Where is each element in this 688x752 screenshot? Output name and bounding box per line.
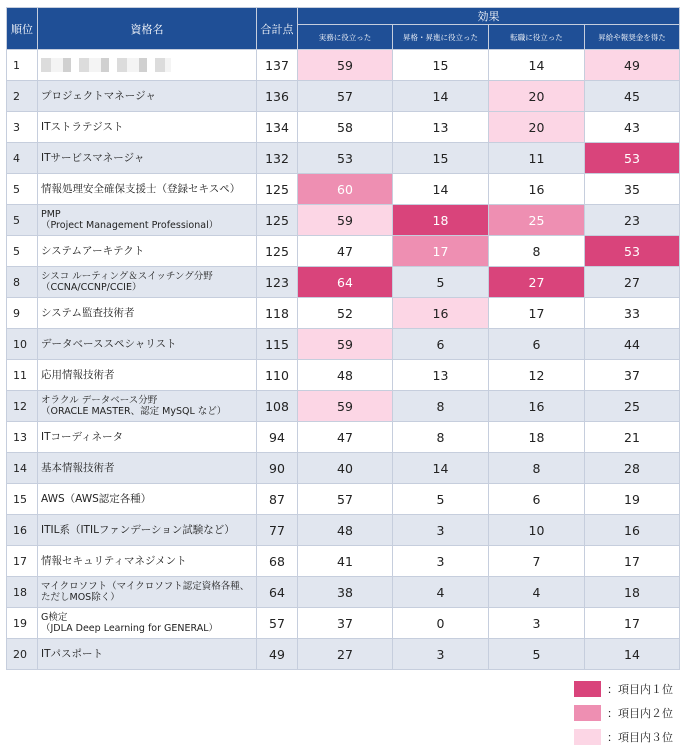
raise-cell: 18 — [585, 577, 680, 608]
redacted-name — [41, 58, 171, 72]
raise-cell: 23 — [585, 205, 680, 236]
legend-item — [574, 705, 673, 721]
practical-cell: 52 — [298, 298, 393, 329]
qualification-name-sub: （Project Management Professional） — [41, 220, 219, 231]
legend-swatch — [574, 729, 601, 745]
qualification-name-cell — [38, 298, 257, 329]
qualification-name: 情報処理安全確保支援士（登録セキスペ） — [41, 182, 241, 195]
raise-cell: 45 — [585, 81, 680, 112]
qualification-name: システム監査技術者 — [41, 306, 135, 319]
legend-label: ：項目内３位 — [607, 731, 673, 744]
qualification-name-cell — [38, 391, 257, 422]
rank-cell: 2 — [7, 81, 38, 112]
qualification-name: G検定 — [41, 611, 68, 623]
job-change-cell: 5 — [489, 639, 585, 670]
legend-swatch — [574, 705, 601, 721]
practical-cell: 57 — [298, 81, 393, 112]
promotion-cell: 18 — [393, 205, 489, 236]
qualification-ranking-table — [6, 7, 680, 670]
table-row — [7, 391, 680, 422]
total-cell: 68 — [257, 546, 298, 577]
promotion-cell: 6 — [393, 329, 489, 360]
total-cell: 136 — [257, 81, 298, 112]
qualification-name-cell — [38, 236, 257, 267]
qualification-name: ITパスポート — [41, 647, 104, 660]
legend-swatch — [574, 681, 601, 697]
practical-cell: 59 — [298, 50, 393, 81]
qualification-name: ITIL系（ITILファンデーション試験など） — [41, 523, 235, 536]
header-name: 資格名 — [38, 8, 257, 50]
raise-cell: 53 — [585, 143, 680, 174]
promotion-cell: 13 — [393, 360, 489, 391]
raise-cell: 27 — [585, 267, 680, 298]
qualification-name: オラクル データベース分野 — [41, 394, 158, 406]
header-rank: 順位 — [7, 8, 38, 50]
table-row — [7, 81, 680, 112]
legend-item — [574, 729, 673, 745]
table-row — [7, 174, 680, 205]
rank-cell: 4 — [7, 143, 38, 174]
table-row — [7, 639, 680, 670]
qualification-name: AWS（AWS認定各種） — [41, 492, 152, 505]
practical-cell: 38 — [298, 577, 393, 608]
raise-cell: 44 — [585, 329, 680, 360]
job-change-cell: 4 — [489, 577, 585, 608]
rank-cell: 5 — [7, 205, 38, 236]
qualification-name-sub: （CCNA/CCNP/CCIE） — [41, 282, 142, 293]
promotion-cell: 13 — [393, 112, 489, 143]
job-change-cell: 16 — [489, 391, 585, 422]
qualification-name-cell — [38, 143, 257, 174]
header-raise: 昇給や報奨金を得た — [585, 25, 680, 50]
qualification-name-cell — [38, 112, 257, 143]
rank-cell: 11 — [7, 360, 38, 391]
promotion-cell: 14 — [393, 81, 489, 112]
qualification-name-cell — [38, 608, 257, 639]
promotion-cell: 5 — [393, 484, 489, 515]
total-cell: 118 — [257, 298, 298, 329]
table-row — [7, 112, 680, 143]
qualification-name-cell — [38, 422, 257, 453]
raise-cell: 14 — [585, 639, 680, 670]
header-total: 合計点 — [257, 8, 298, 50]
raise-cell: 49 — [585, 50, 680, 81]
table-body — [7, 50, 680, 670]
raise-cell: 53 — [585, 236, 680, 267]
total-cell: 90 — [257, 453, 298, 484]
rank-cell: 17 — [7, 546, 38, 577]
table-row — [7, 329, 680, 360]
qualification-name-cell — [38, 50, 257, 81]
qualification-name-cell — [38, 174, 257, 205]
raise-cell: 16 — [585, 515, 680, 546]
legend-item — [574, 681, 673, 697]
rank-cell: 15 — [7, 484, 38, 515]
raise-cell: 28 — [585, 453, 680, 484]
promotion-cell: 4 — [393, 577, 489, 608]
table-row — [7, 236, 680, 267]
rank-cell: 3 — [7, 112, 38, 143]
promotion-cell: 0 — [393, 608, 489, 639]
total-cell: 132 — [257, 143, 298, 174]
header-promotion: 昇格・昇進に役立った — [393, 25, 489, 50]
raise-cell: 35 — [585, 174, 680, 205]
total-cell: 123 — [257, 267, 298, 298]
qualification-name: 応用情報技術者 — [41, 368, 115, 381]
practical-cell: 57 — [298, 484, 393, 515]
job-change-cell: 20 — [489, 112, 585, 143]
header-practical: 実務に役立った — [298, 25, 393, 50]
practical-cell: 53 — [298, 143, 393, 174]
job-change-cell: 6 — [489, 329, 585, 360]
qualification-name: データベーススペシャリスト — [41, 337, 177, 350]
promotion-cell: 8 — [393, 422, 489, 453]
qualification-name-cell — [38, 81, 257, 112]
raise-cell: 19 — [585, 484, 680, 515]
promotion-cell: 14 — [393, 453, 489, 484]
rank-cell: 14 — [7, 453, 38, 484]
qualification-name-cell — [38, 453, 257, 484]
raise-cell: 43 — [585, 112, 680, 143]
promotion-cell: 16 — [393, 298, 489, 329]
qualification-name: 情報セキュリティマネジメント — [41, 554, 187, 567]
raise-cell: 25 — [585, 391, 680, 422]
total-cell: 94 — [257, 422, 298, 453]
table-row — [7, 453, 680, 484]
rank-cell: 18 — [7, 577, 38, 608]
qualification-name-cell — [38, 515, 257, 546]
total-cell: 77 — [257, 515, 298, 546]
qualification-name-sub: （ORACLE MASTER、認定 MySQL など） — [41, 406, 227, 417]
total-cell: 49 — [257, 639, 298, 670]
total-cell: 87 — [257, 484, 298, 515]
promotion-cell: 15 — [393, 143, 489, 174]
qualification-name: PMP — [41, 208, 61, 220]
promotion-cell: 8 — [393, 391, 489, 422]
job-change-cell: 7 — [489, 546, 585, 577]
rank-cell: 8 — [7, 267, 38, 298]
promotion-cell: 17 — [393, 236, 489, 267]
table-row — [7, 143, 680, 174]
job-change-cell: 25 — [489, 205, 585, 236]
practical-cell: 59 — [298, 329, 393, 360]
table-row — [7, 515, 680, 546]
job-change-cell: 3 — [489, 608, 585, 639]
practical-cell: 47 — [298, 422, 393, 453]
promotion-cell: 14 — [393, 174, 489, 205]
job-change-cell: 12 — [489, 360, 585, 391]
total-cell: 115 — [257, 329, 298, 360]
total-cell: 64 — [257, 577, 298, 608]
rank-cell: 5 — [7, 174, 38, 205]
qualification-name-sub: （JDLA Deep Learning for GENERAL） — [41, 623, 219, 634]
job-change-cell: 17 — [489, 298, 585, 329]
raise-cell: 17 — [585, 608, 680, 639]
raise-cell: 37 — [585, 360, 680, 391]
rank-cell: 12 — [7, 391, 38, 422]
table-row — [7, 422, 680, 453]
legend-label: ：項目内１位 — [607, 683, 673, 696]
practical-cell: 64 — [298, 267, 393, 298]
practical-cell: 40 — [298, 453, 393, 484]
qualification-name: プロジェクトマネージャ — [41, 89, 156, 102]
total-cell: 108 — [257, 391, 298, 422]
qualification-name-sub: ただしMOS除く） — [41, 592, 120, 603]
qualification-name-cell — [38, 639, 257, 670]
job-change-cell: 11 — [489, 143, 585, 174]
table-row — [7, 484, 680, 515]
practical-cell: 48 — [298, 515, 393, 546]
rank-cell: 20 — [7, 639, 38, 670]
table-row — [7, 298, 680, 329]
practical-cell: 58 — [298, 112, 393, 143]
qualification-name-cell — [38, 577, 257, 608]
qualification-name: ITサービスマネージャ — [41, 151, 145, 164]
rank-cell: 1 — [7, 50, 38, 81]
promotion-cell: 15 — [393, 50, 489, 81]
job-change-cell: 18 — [489, 422, 585, 453]
header-effect: 効果 — [298, 8, 680, 25]
raise-cell: 17 — [585, 546, 680, 577]
job-change-cell: 8 — [489, 453, 585, 484]
table-row — [7, 205, 680, 236]
promotion-cell: 3 — [393, 639, 489, 670]
raise-cell: 33 — [585, 298, 680, 329]
practical-cell: 37 — [298, 608, 393, 639]
qualification-name: シスコ ルーティング＆スイッチング分野 — [41, 270, 213, 282]
rank-cell: 16 — [7, 515, 38, 546]
table-row — [7, 50, 680, 81]
job-change-cell: 8 — [489, 236, 585, 267]
qualification-name: 基本情報技術者 — [41, 461, 115, 474]
promotion-cell: 3 — [393, 546, 489, 577]
job-change-cell: 14 — [489, 50, 585, 81]
qualification-name-cell — [38, 484, 257, 515]
total-cell: 125 — [257, 236, 298, 267]
qualification-name: ITコーディネータ — [41, 430, 124, 443]
practical-cell: 27 — [298, 639, 393, 670]
practical-cell: 47 — [298, 236, 393, 267]
practical-cell: 59 — [298, 391, 393, 422]
rank-cell: 19 — [7, 608, 38, 639]
header-job-change: 転職に役立った — [489, 25, 585, 50]
total-cell: 57 — [257, 608, 298, 639]
total-cell: 110 — [257, 360, 298, 391]
rank-cell: 5 — [7, 236, 38, 267]
practical-cell: 41 — [298, 546, 393, 577]
job-change-cell: 6 — [489, 484, 585, 515]
rank-cell: 10 — [7, 329, 38, 360]
table-row — [7, 608, 680, 639]
total-cell: 134 — [257, 112, 298, 143]
rank-cell: 9 — [7, 298, 38, 329]
qualification-name: マイクロソフト（マイクロソフト認定資格各種、 — [41, 580, 250, 592]
qualification-name-cell — [38, 329, 257, 360]
table-row — [7, 577, 680, 608]
table-row — [7, 546, 680, 577]
practical-cell: 59 — [298, 205, 393, 236]
job-change-cell: 27 — [489, 267, 585, 298]
qualification-name-cell — [38, 205, 257, 236]
job-change-cell: 20 — [489, 81, 585, 112]
total-cell: 137 — [257, 50, 298, 81]
raise-cell: 21 — [585, 422, 680, 453]
qualification-name-cell — [38, 546, 257, 577]
table-row — [7, 267, 680, 298]
promotion-cell: 5 — [393, 267, 489, 298]
total-cell: 125 — [257, 174, 298, 205]
practical-cell: 48 — [298, 360, 393, 391]
qualification-name-cell — [38, 267, 257, 298]
job-change-cell: 16 — [489, 174, 585, 205]
total-cell: 125 — [257, 205, 298, 236]
table-row — [7, 360, 680, 391]
practical-cell: 60 — [298, 174, 393, 205]
qualification-name: システムアーキテクト — [41, 244, 145, 257]
legend-label: ：項目内２位 — [607, 707, 673, 720]
qualification-name: ITストラテジスト — [41, 120, 124, 133]
job-change-cell: 10 — [489, 515, 585, 546]
qualification-name-cell — [38, 360, 257, 391]
rank-cell: 13 — [7, 422, 38, 453]
promotion-cell: 3 — [393, 515, 489, 546]
